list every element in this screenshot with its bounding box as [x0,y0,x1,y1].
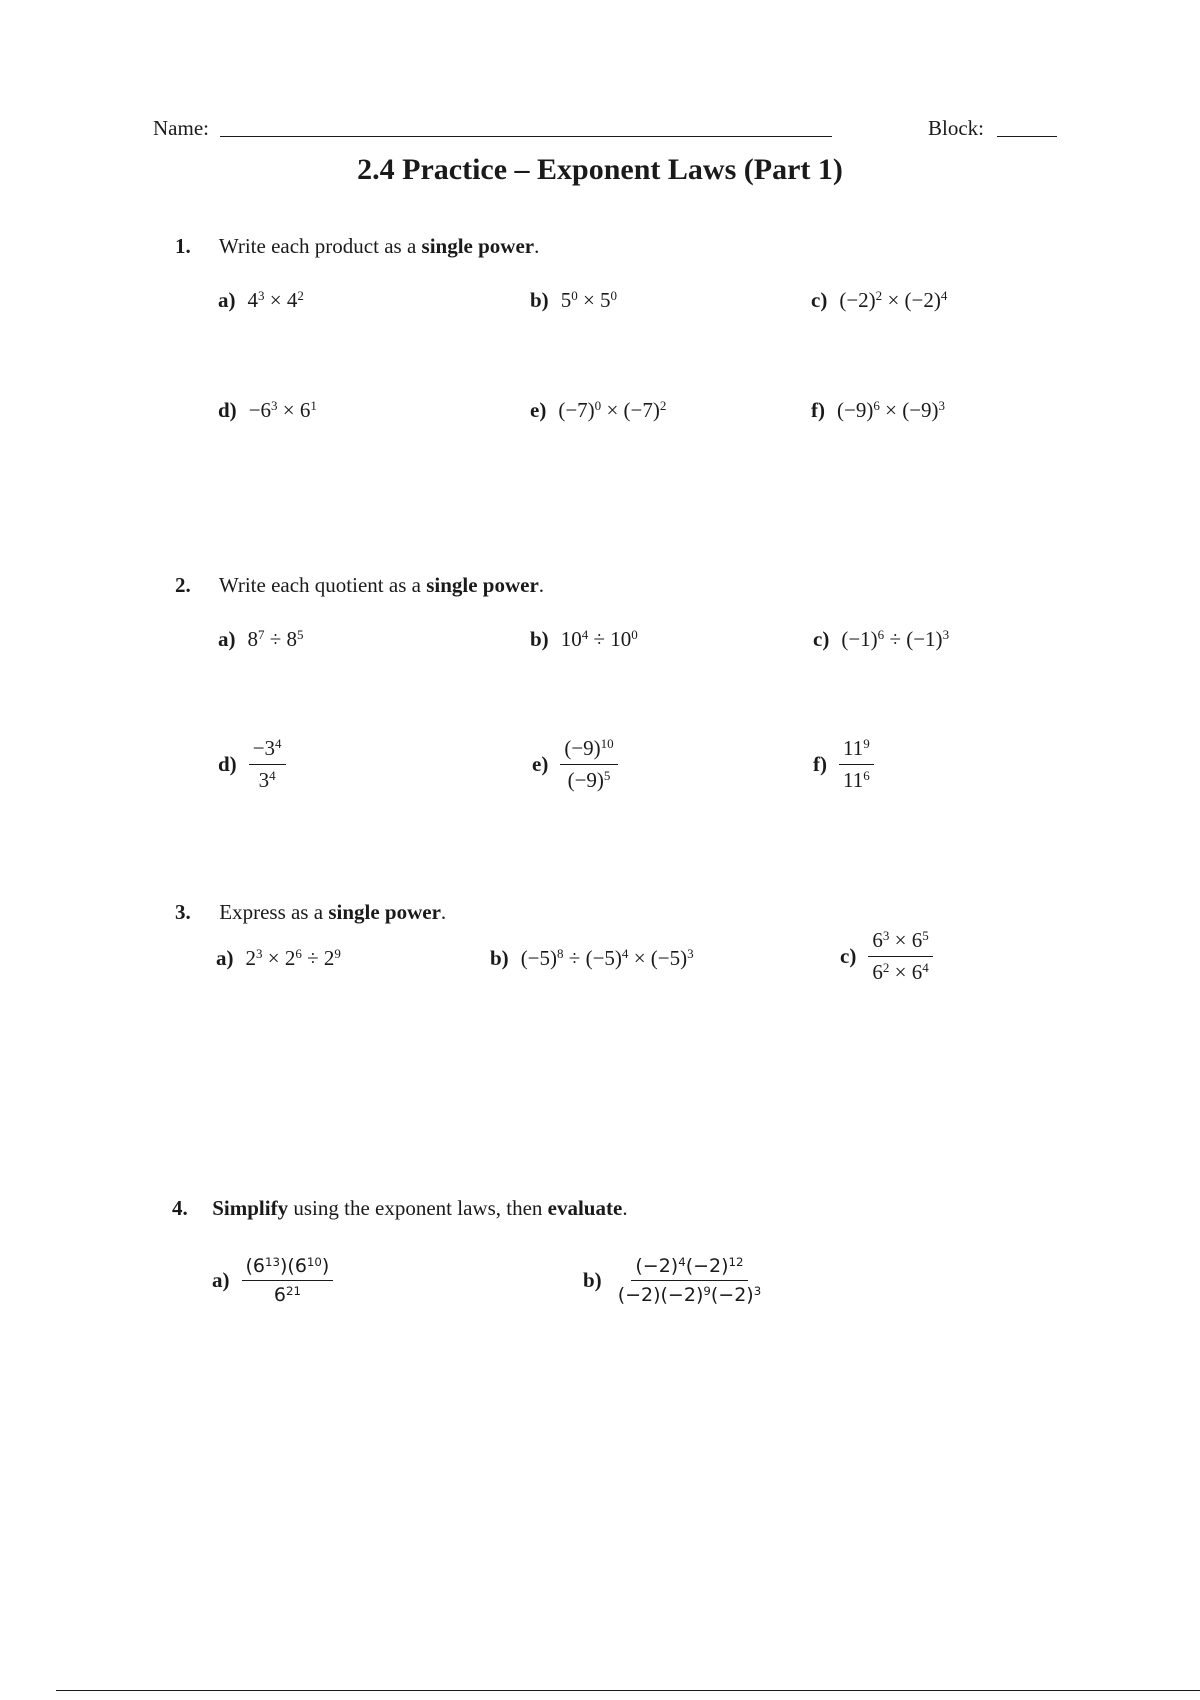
q3-instruction-post: . [440,900,447,924]
q3-item-a: a) $2^3 \times 2^6 \div 2^9$ [216,945,341,970]
fraction: $\frac{(6^{13})(6^{10})}{6^{21}}$ [242,1255,334,1306]
q2-instruction-bold: single power [426,573,539,597]
fraction: $\frac{(-9)^{10}}{(-9)^5}$ [560,736,617,793]
q2-item-a: a) $8^7 \div 8^5$ [218,626,304,651]
q2-heading [175,573,544,598]
q3-heading [175,900,446,925]
fraction: $\frac{-3^4}{3^4}$ [249,736,286,793]
q2-item-d: d) $\frac{-3^4}{3^4}$ [218,736,286,793]
q3-number: 3. [175,900,191,924]
q2-number: 2. [175,573,191,597]
q2-item-c: c) $(-1)^6 \div (-1)^3$ [813,626,950,651]
q4-heading [172,1196,628,1221]
q3-item-c: c) $\frac{6^3 \times 6^5}{6^2 \times 6^4}$ [840,928,933,985]
fraction: $\frac{(-2)^4(-2)^{12}}{(-2)(-2)^9(-2)^3}$ [617,1254,762,1306]
q4-number: 4. [172,1196,188,1220]
bottom-rule [56,1690,1200,1691]
q1-number: 1. [175,234,191,258]
q1-item-e: e) $(-7)^0 \times (-7)^2$ [530,397,667,422]
q2-instruction-post: . [538,573,545,597]
q1-instruction-bold: single power [421,234,535,258]
q1-instruction-post: . [534,234,540,258]
q4-instruction-bold2: evaluate [547,1196,623,1220]
fraction: $\frac{6^3 \times 6^5}{6^2 \times 6^4}$ [868,928,932,985]
q3-instruction-bold: single power [328,900,441,924]
q4-item-b: b) $\frac{(-2)^4(-2)^{12}}{(-2)(-2)^9(-2)^3}$ [583,1255,765,1306]
q4-item-a: a) $\frac{(6^{13})(6^{10})}{6^{21}}$ [212,1255,333,1306]
q1-item-c: c) $(-2)^2 \times (-2)^4$ [811,287,948,312]
q1-heading [175,234,539,259]
q1-item-d: $d) -6^3 \times 6^1$ [218,397,317,422]
q2-item-b: b) $10^4 \div 10^0$ [530,626,638,651]
q4-instruction-mid: using the exponent laws, then [288,1196,548,1220]
q3-instruction-pre: Express as a [219,900,329,924]
q1-item-a: a) $4^3 \times 4^2$ [218,287,304,312]
q1-item-f: f) $(-9)^6 \times (-9)^3$ [811,397,946,422]
q4-instruction-post: . [622,1196,628,1220]
page-title: 2.4 Practice – Exponent Laws (Part 1) [357,153,843,186]
fraction: $\frac{11^9}{11^6}$ [839,736,874,793]
q1-instruction-pre: Write each product as a [218,234,422,258]
q4-instruction-bold1: Simplify [212,1196,289,1220]
name-field-line[interactable] [220,136,832,137]
q2-item-e: e) $\frac{(-9)^{10}}{(-9)^5}$ [532,736,618,793]
q1-item-b: b) $5^0 \times 5^0$ [530,287,618,312]
q2-instruction-pre: Write each quotient as a [218,573,427,597]
block-field-line[interactable] [997,136,1057,137]
q2-item-f: f) $\frac{11^9}{11^6}$ [813,736,874,793]
block-label: Block: [928,116,984,140]
q3-item-b: b) $(-5)^8 \div (-5)^4 \times (-5)^3$ [490,945,694,970]
name-label: Name: [153,116,209,140]
